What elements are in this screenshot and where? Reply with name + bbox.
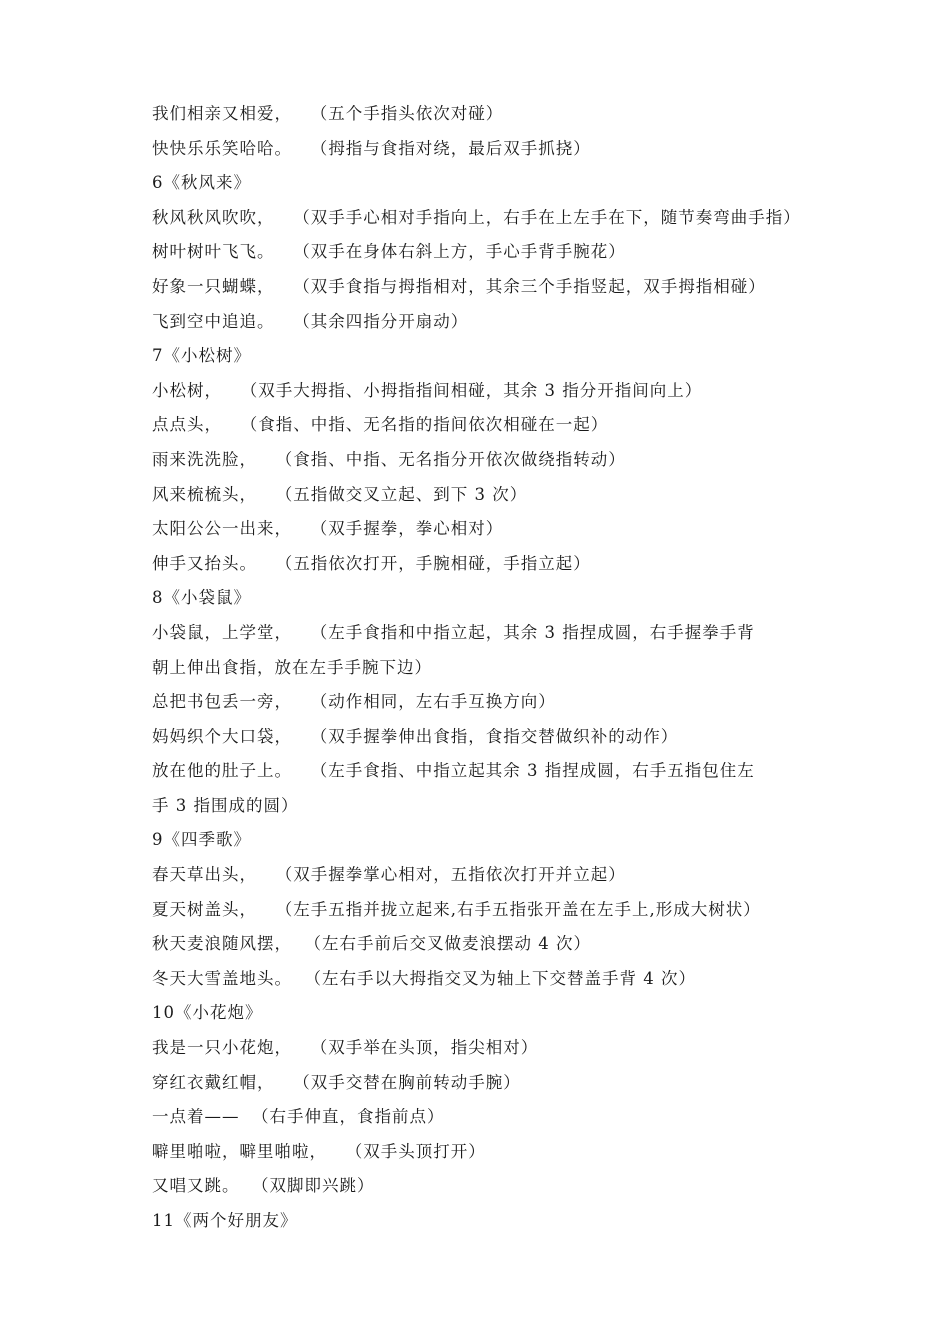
text-line: 放在他的肚子上。 （左手食指、中指立起其余 3 指捏成圆，右手五指包住左 bbox=[152, 761, 755, 781]
text-line: 噼里啪啦，噼里啪啦， （双手头顶打开） bbox=[152, 1141, 486, 1161]
text-line: 太阳公公一出来， （双手握拳，拳心相对） bbox=[152, 519, 504, 539]
section-heading: 8《小袋鼠》 bbox=[152, 588, 251, 608]
section-heading: 10《小花炮》 bbox=[152, 1003, 263, 1023]
text-line: 我是一只小花炮， （双手举在头顶，指尖相对） bbox=[152, 1038, 539, 1058]
text-line: 小松树， （双手大拇指、小拇指指间相碰，其余 3 指分开指间向上） bbox=[152, 380, 703, 400]
text-line: 快快乐乐笑哈哈。 （拇指与食指对绕，最后双手抓挠） bbox=[152, 138, 591, 158]
document-body bbox=[152, 97, 852, 1239]
text-line: 风来梳梳头， （五指做交叉立起、到下 3 次） bbox=[152, 484, 528, 504]
text-line: 小袋鼠，上学堂， （左手食指和中指立起，其余 3 指捏成圆，右手握拳手背 bbox=[152, 622, 755, 642]
text-line: 朝上伸出食指，放在左手手腕下边） bbox=[152, 657, 432, 677]
text-line: 秋天麦浪随风摆， （左右手前后交叉做麦浪摆动 4 次） bbox=[152, 934, 591, 954]
section-heading: 11《两个好朋友》 bbox=[152, 1211, 298, 1230]
text-line: 好象一只蝴蝶， （双手食指与拇指相对，其余三个手指竖起，双手拇指相碰） bbox=[152, 276, 766, 296]
text-line: 春天草出头， （双手握拳掌心相对，五指依次打开并立起） bbox=[152, 865, 626, 885]
text-line: 手 3 指围成的圆） bbox=[152, 795, 299, 815]
section-heading: 9《四季歌》 bbox=[152, 830, 251, 850]
text-line: 树叶树叶飞飞。 （双手在身体右斜上方，手心手背手腕花） bbox=[152, 242, 626, 262]
text-line: 点点头， （食指、中指、无名指的指间依次相碰在一起） bbox=[152, 415, 609, 435]
text-line: 伸手又抬头。 （五指依次打开，手腕相碰，手指立起） bbox=[152, 553, 591, 573]
section-heading: 6《秋风来》 bbox=[152, 173, 251, 193]
text-line: 雨来洗洗脸， （食指、中指、无名指分开依次做绕指转动） bbox=[152, 449, 626, 469]
text-line: 飞到空中追追。 （其余四指分开扇动） bbox=[152, 311, 469, 331]
text-line: 又唱又跳。 （双脚即兴跳） bbox=[152, 1176, 375, 1196]
text-line: 秋风秋风吹吹， （双手手心相对手指向上，右手在上左手在下，随节奏弯曲手指） bbox=[152, 207, 801, 227]
text-line: 夏天树盖头， （左手五指并拢立起来,右手五指张开盖在左手上,形成大树状） bbox=[152, 899, 761, 919]
section-heading: 7《小松树》 bbox=[152, 346, 251, 366]
text-line: 一点着—— （右手伸直，食指前点） bbox=[152, 1107, 445, 1127]
text-line: 妈妈织个大口袋， （双手握拳伸出食指，食指交替做织补的动作） bbox=[152, 726, 679, 746]
text-line: 穿红衣戴红帽， （双手交替在胸前转动手腕） bbox=[152, 1072, 521, 1092]
text-line: 冬天大雪盖地头。 （左右手以大拇指交叉为轴上下交替盖手背 4 次） bbox=[152, 968, 696, 988]
text-line: 我们相亲又相爱， （五个手指头依次对碰） bbox=[152, 104, 504, 123]
text-line: 总把书包丢一旁， （动作相同，左右手互换方向） bbox=[152, 692, 556, 712]
